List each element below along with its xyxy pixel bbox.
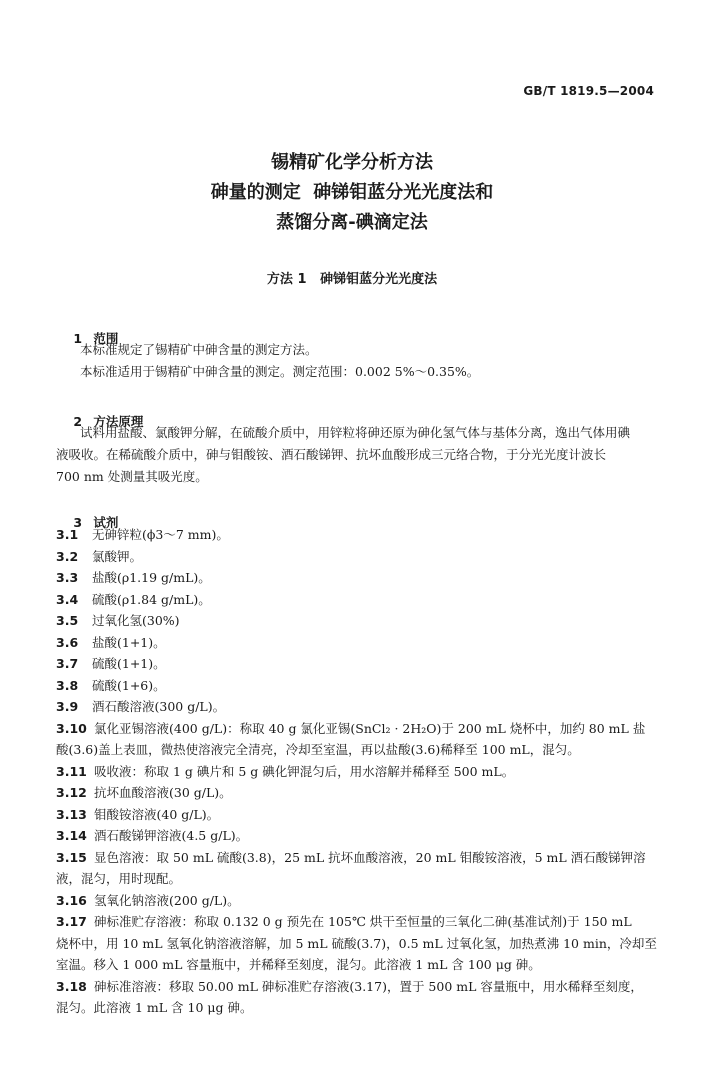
reagent-item [56,696,656,718]
reagent-text: 无砷锌粒(ϕ3～7 mm)。 [92,527,229,542]
reagent-text: 吸收液：称取 1 g 碘片和 5 g 碘化钾混匀后，用水溶解并稀释至 500 mL。 [94,763,515,779]
scope-line: 本标准适用于锡精矿中砷含量的测定。测定范围：0.002 5%～0.35%。 [80,364,480,379]
reagent-item [56,653,656,675]
reagent-code: 3.7 [56,656,79,671]
section-title: 试剂 [93,515,119,530]
reagent-line [56,610,656,632]
reagent-item [56,804,656,826]
scope-line: 本标准规定了锡精矿中砷含量的测定方法。 [80,342,318,357]
reagent-text: 酸(3.6)盖上表皿，微热使溶液完全清亮，冷却至室温，再以盐酸(3.6)稀释至 100 mL，混匀。 [56,742,580,757]
reagent-text: 氯化亚锡溶液(400 g/L)：称取 40 g 氯化亚锡(SnCl₂ · 2H₂O)于 200 mL 烧杯中，加约 80 mL 盐 [94,720,646,736]
reagent-code: 3.6 [56,634,79,650]
reagent-item [56,589,656,611]
title-line-1: 锡精矿化学分析方法 [271,152,433,173]
principle-line: 液吸收。在稀硫酸介质中，砷与钼酸铵、酒石酸锑钾、抗坏血酸形成三元络合物，于分光光度计波长 [56,447,607,462]
reagent-item [56,761,656,783]
reagent-code: 3.17 [56,914,87,929]
section-title: 方法原理 [93,414,144,429]
reagent-line [56,524,656,546]
reagent-line [56,804,656,826]
reagent-line [56,632,656,654]
reagent-line [56,718,656,740]
reagent-line [56,933,656,955]
reagent-list [56,524,656,1019]
section-number: 3 [73,515,83,530]
reagent-text: 显色溶液：取 50 mL 硫酸(3.8)，25 mL 抗坏血酸溶液，20 mL 钼酸铵溶液，5 mL 酒石酸锑钾溶 [94,849,646,865]
reagent-text: 砷标准贮存溶液：称取 0.132 0 g 预先在 105℃ 烘干至恒量的三氧化二砷(基准试剂)于 150 mL [94,914,632,929]
reagent-code: 3.9 [56,699,79,714]
section-number: 2 [73,414,83,429]
reagent-line [56,782,656,804]
reagent-line [56,675,656,697]
scope-paragraph [56,339,656,383]
reagent-line [56,739,656,761]
reagent-item [56,675,656,697]
reagent-text: 液，混匀，用时现配。 [56,871,182,886]
principle-paragraph [56,422,656,488]
reagent-item [56,546,656,568]
reagent-text: 硫酸(1+1)。 [92,656,166,671]
reagent-text: 室温。移入 1 000 mL 容量瓶中，并稀释至刻度，混匀。此溶液 1 mL 含 100 μg 砷。 [56,957,541,972]
reagent-code: 3.4 [56,591,79,607]
reagent-text: 硫酸(1+6)。 [92,677,166,693]
reagent-item [56,890,656,912]
reagent-line [56,653,656,675]
reagent-code: 3.2 [56,548,79,564]
reagent-item [56,632,656,654]
reagent-text: 酒石酸锑钾溶液(4.5 g/L)。 [94,828,249,843]
document-title [0,148,704,238]
reagent-line [56,997,656,1019]
reagent-line [56,546,656,568]
reagent-item [56,847,656,890]
reagent-code: 3.16 [56,892,87,908]
reagent-text: 硫酸(ρ1.84 g/mL)。 [92,591,211,607]
reagent-line [56,589,656,611]
reagent-line [56,868,656,890]
reagent-item [56,610,656,632]
reagent-text: 抗坏血酸溶液(30 g/L)。 [94,785,232,800]
reagent-line [56,761,656,783]
section-title: 范围 [93,331,119,346]
reagent-text: 钼酸铵溶液(40 g/L)。 [94,806,220,822]
reagent-item [56,911,656,976]
reagent-code: 3.12 [56,785,87,800]
reagent-line [56,847,656,869]
reagent-item [56,825,656,847]
reagent-line [56,890,656,912]
reagent-item [56,567,656,589]
reagent-line [56,954,656,976]
reagent-line [56,696,656,718]
method-title: 方法 1 砷锑钼蓝分光光度法 [266,272,438,287]
reagent-code: 3.13 [56,806,87,822]
reagent-item [56,524,656,546]
principle-line: 700 nm 处测量其吸光度。 [56,469,208,484]
reagent-code: 3.15 [56,849,87,865]
section-number: 1 [73,331,83,346]
reagent-text: 氯酸钾。 [92,548,143,564]
principle-line: 试料用盐酸、氯酸钾分解，在硫酸介质中，用锌粒将砷还原为砷化氢气体与基体分离，逸出气体用碘 [80,425,631,440]
reagent-code: 3.1 [56,527,79,542]
reagent-code: 3.8 [56,677,79,693]
reagent-line [56,567,656,589]
reagent-text: 盐酸(1+1)。 [92,634,166,650]
reagent-text: 烧杯中，用 10 mL 氢氧化钠溶液溶解，加 5 mL 硫酸(3.7)，0.5 mL 过氧化氢，加热煮沸 10 min，冷却至 [56,935,657,951]
reagent-text: 氢氧化钠溶液(200 g/L)。 [94,892,240,908]
reagent-text: 盐酸(ρ1.19 g/mL)。 [92,570,211,585]
reagent-code: 3.11 [56,763,87,779]
reagent-text: 过氧化氢(30%) [92,613,180,628]
standard-number: GB/T 1819.5—2004 [523,84,654,98]
reagent-code: 3.3 [56,570,79,585]
reagent-code: 3.18 [56,978,87,994]
reagent-item [56,718,656,761]
reagent-code: 3.5 [56,613,79,628]
reagent-code: 3.10 [56,720,87,736]
reagent-item [56,976,656,1019]
title-line-3: 蒸馏分离-碘滴定法 [276,212,428,233]
reagent-code: 3.14 [56,828,87,843]
reagent-text: 酒石酸溶液(300 g/L)。 [92,699,226,714]
reagent-item [56,782,656,804]
title-line-2: 砷量的测定 砷锑钼蓝分光光度法和 [210,182,494,203]
reagent-text: 砷标准溶液：移取 50.00 mL 砷标准贮存溶液(3.17)，置于 500 mL 容量瓶中，用水稀释至刻度， [94,978,643,994]
reagent-line [56,911,656,933]
reagent-line [56,825,656,847]
reagent-line [56,976,656,998]
reagent-text: 混匀。此溶液 1 mL 含 10 μg 砷。 [56,1000,253,1015]
